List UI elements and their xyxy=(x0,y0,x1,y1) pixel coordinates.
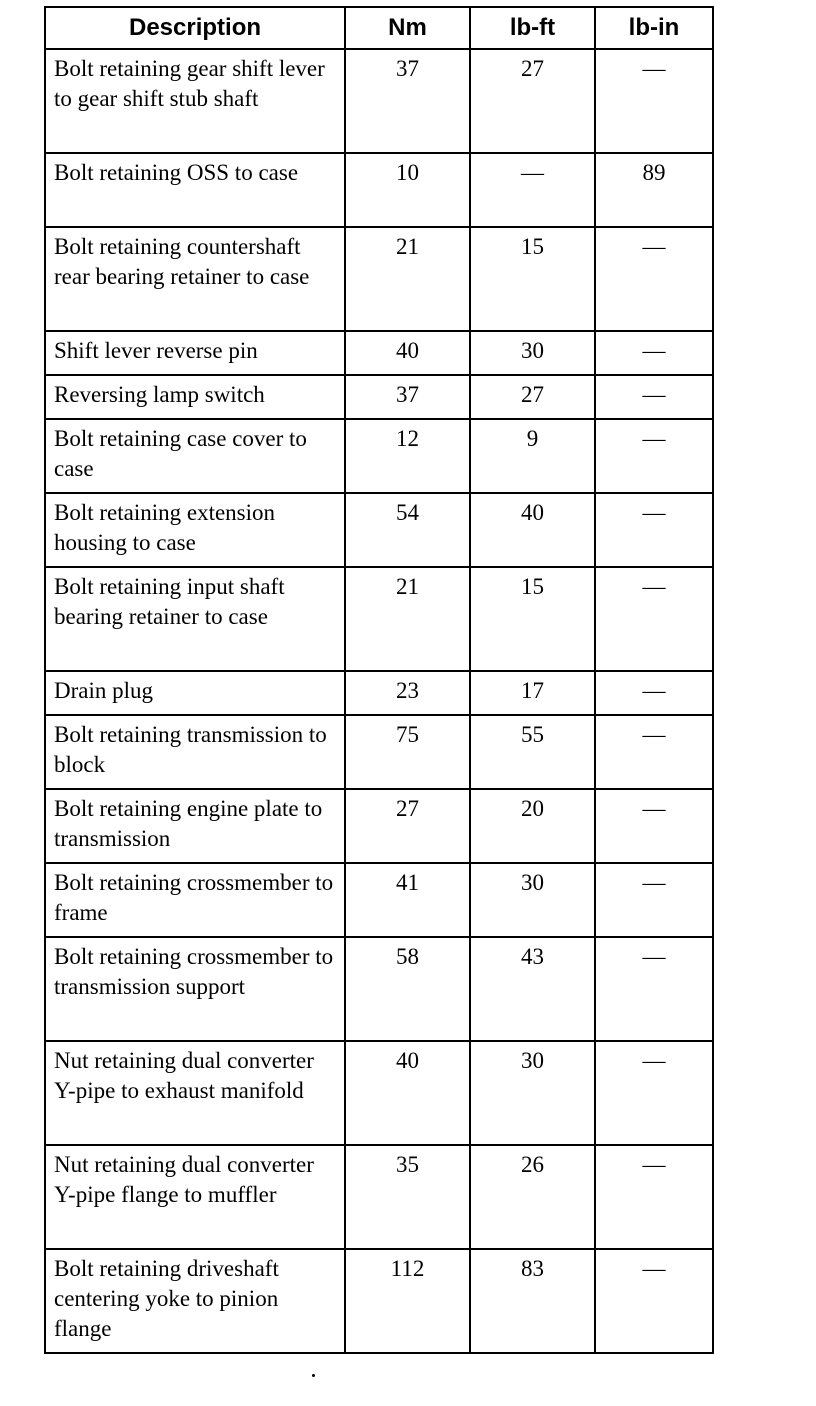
cell-description: Bolt retaining crossmember to frame xyxy=(45,863,345,937)
cell-nm: 40 xyxy=(345,331,470,375)
cell-nm: 75 xyxy=(345,715,470,789)
cell-lb-ft: 30 xyxy=(470,331,595,375)
cell-nm: 12 xyxy=(345,419,470,493)
cell-lb-ft: 27 xyxy=(470,375,595,419)
header-lb-ft: lb-ft xyxy=(470,7,595,49)
cell-description: Shift lever reverse pin xyxy=(45,331,345,375)
cell-lb-ft: 55 xyxy=(470,715,595,789)
cell-lb-in: — xyxy=(595,1249,713,1353)
cell-lb-in: 89 xyxy=(595,153,713,227)
table-row xyxy=(45,49,713,153)
cell-lb-in: — xyxy=(595,567,713,671)
cell-description: Nut retaining dual converter Y-pipe to exhaust manifold xyxy=(45,1041,345,1145)
cell-description: Nut retaining dual converter Y-pipe flange to muffler xyxy=(45,1145,345,1249)
cell-lb-ft: 30 xyxy=(470,1041,595,1145)
cell-lb-in: — xyxy=(595,671,713,715)
table-row xyxy=(45,1249,713,1353)
cell-nm: 40 xyxy=(345,1041,470,1145)
cell-nm: 35 xyxy=(345,1145,470,1249)
scan-speck xyxy=(312,1374,315,1377)
cell-lb-in: — xyxy=(595,419,713,493)
cell-description: Bolt retaining case cover to case xyxy=(45,419,345,493)
cell-lb-ft: 30 xyxy=(470,863,595,937)
cell-nm: 21 xyxy=(345,567,470,671)
cell-lb-in: — xyxy=(595,937,713,1041)
header-row xyxy=(45,7,713,49)
cell-nm: 112 xyxy=(345,1249,470,1353)
cell-description: Bolt retaining transmission to block xyxy=(45,715,345,789)
table-row xyxy=(45,375,713,419)
cell-lb-ft: 26 xyxy=(470,1145,595,1249)
cell-lb-in: — xyxy=(595,493,713,567)
header-lb-in: lb-in xyxy=(595,7,713,49)
cell-nm: 37 xyxy=(345,49,470,153)
table-row xyxy=(45,1145,713,1249)
table-row xyxy=(45,331,713,375)
cell-lb-in: — xyxy=(595,375,713,419)
table-row xyxy=(45,789,713,863)
cell-lb-ft: 9 xyxy=(470,419,595,493)
cell-lb-ft: 15 xyxy=(470,567,595,671)
cell-description: Bolt retaining driveshaft centering yoke to pinion flange xyxy=(45,1249,345,1353)
cell-lb-in: — xyxy=(595,227,713,331)
cell-description: Bolt retaining OSS to case xyxy=(45,153,345,227)
cell-description: Bolt retaining engine plate to transmission xyxy=(45,789,345,863)
cell-lb-in: — xyxy=(595,49,713,153)
torque-spec-table xyxy=(44,6,714,1354)
cell-lb-in: — xyxy=(595,789,713,863)
table-row xyxy=(45,567,713,671)
cell-lb-ft: 83 xyxy=(470,1249,595,1353)
table-row xyxy=(45,227,713,331)
cell-lb-in: — xyxy=(595,1041,713,1145)
cell-lb-in: — xyxy=(595,331,713,375)
cell-lb-in: — xyxy=(595,715,713,789)
cell-nm: 21 xyxy=(345,227,470,331)
table-row xyxy=(45,493,713,567)
cell-description: Drain plug xyxy=(45,671,345,715)
table-row xyxy=(45,715,713,789)
cell-description: Reversing lamp switch xyxy=(45,375,345,419)
table-row xyxy=(45,863,713,937)
table-row xyxy=(45,937,713,1041)
cell-lb-ft: 15 xyxy=(470,227,595,331)
cell-description: Bolt retaining countershaft rear bearing retainer to case xyxy=(45,227,345,331)
cell-lb-ft: 40 xyxy=(470,493,595,567)
cell-nm: 27 xyxy=(345,789,470,863)
table-row xyxy=(45,153,713,227)
cell-lb-ft: 43 xyxy=(470,937,595,1041)
header-description: Description xyxy=(45,7,345,49)
cell-lb-in: — xyxy=(595,863,713,937)
cell-nm: 10 xyxy=(345,153,470,227)
cell-description: Bolt retaining crossmember to transmission support xyxy=(45,937,345,1041)
table-row xyxy=(45,671,713,715)
cell-nm: 54 xyxy=(345,493,470,567)
cell-lb-in: — xyxy=(595,1145,713,1249)
cell-lb-ft: 27 xyxy=(470,49,595,153)
cell-nm: 41 xyxy=(345,863,470,937)
cell-nm: 23 xyxy=(345,671,470,715)
cell-nm: 58 xyxy=(345,937,470,1041)
table-row xyxy=(45,1041,713,1145)
cell-lb-ft: 17 xyxy=(470,671,595,715)
header-nm: Nm xyxy=(345,7,470,49)
cell-lb-ft: 20 xyxy=(470,789,595,863)
cell-description: Bolt retaining gear shift lever to gear shift stub shaft xyxy=(45,49,345,153)
table-row xyxy=(45,419,713,493)
cell-description: Bolt retaining input shaft bearing retainer to case xyxy=(45,567,345,671)
cell-description: Bolt retaining extension housing to case xyxy=(45,493,345,567)
cell-lb-ft: — xyxy=(470,153,595,227)
cell-nm: 37 xyxy=(345,375,470,419)
